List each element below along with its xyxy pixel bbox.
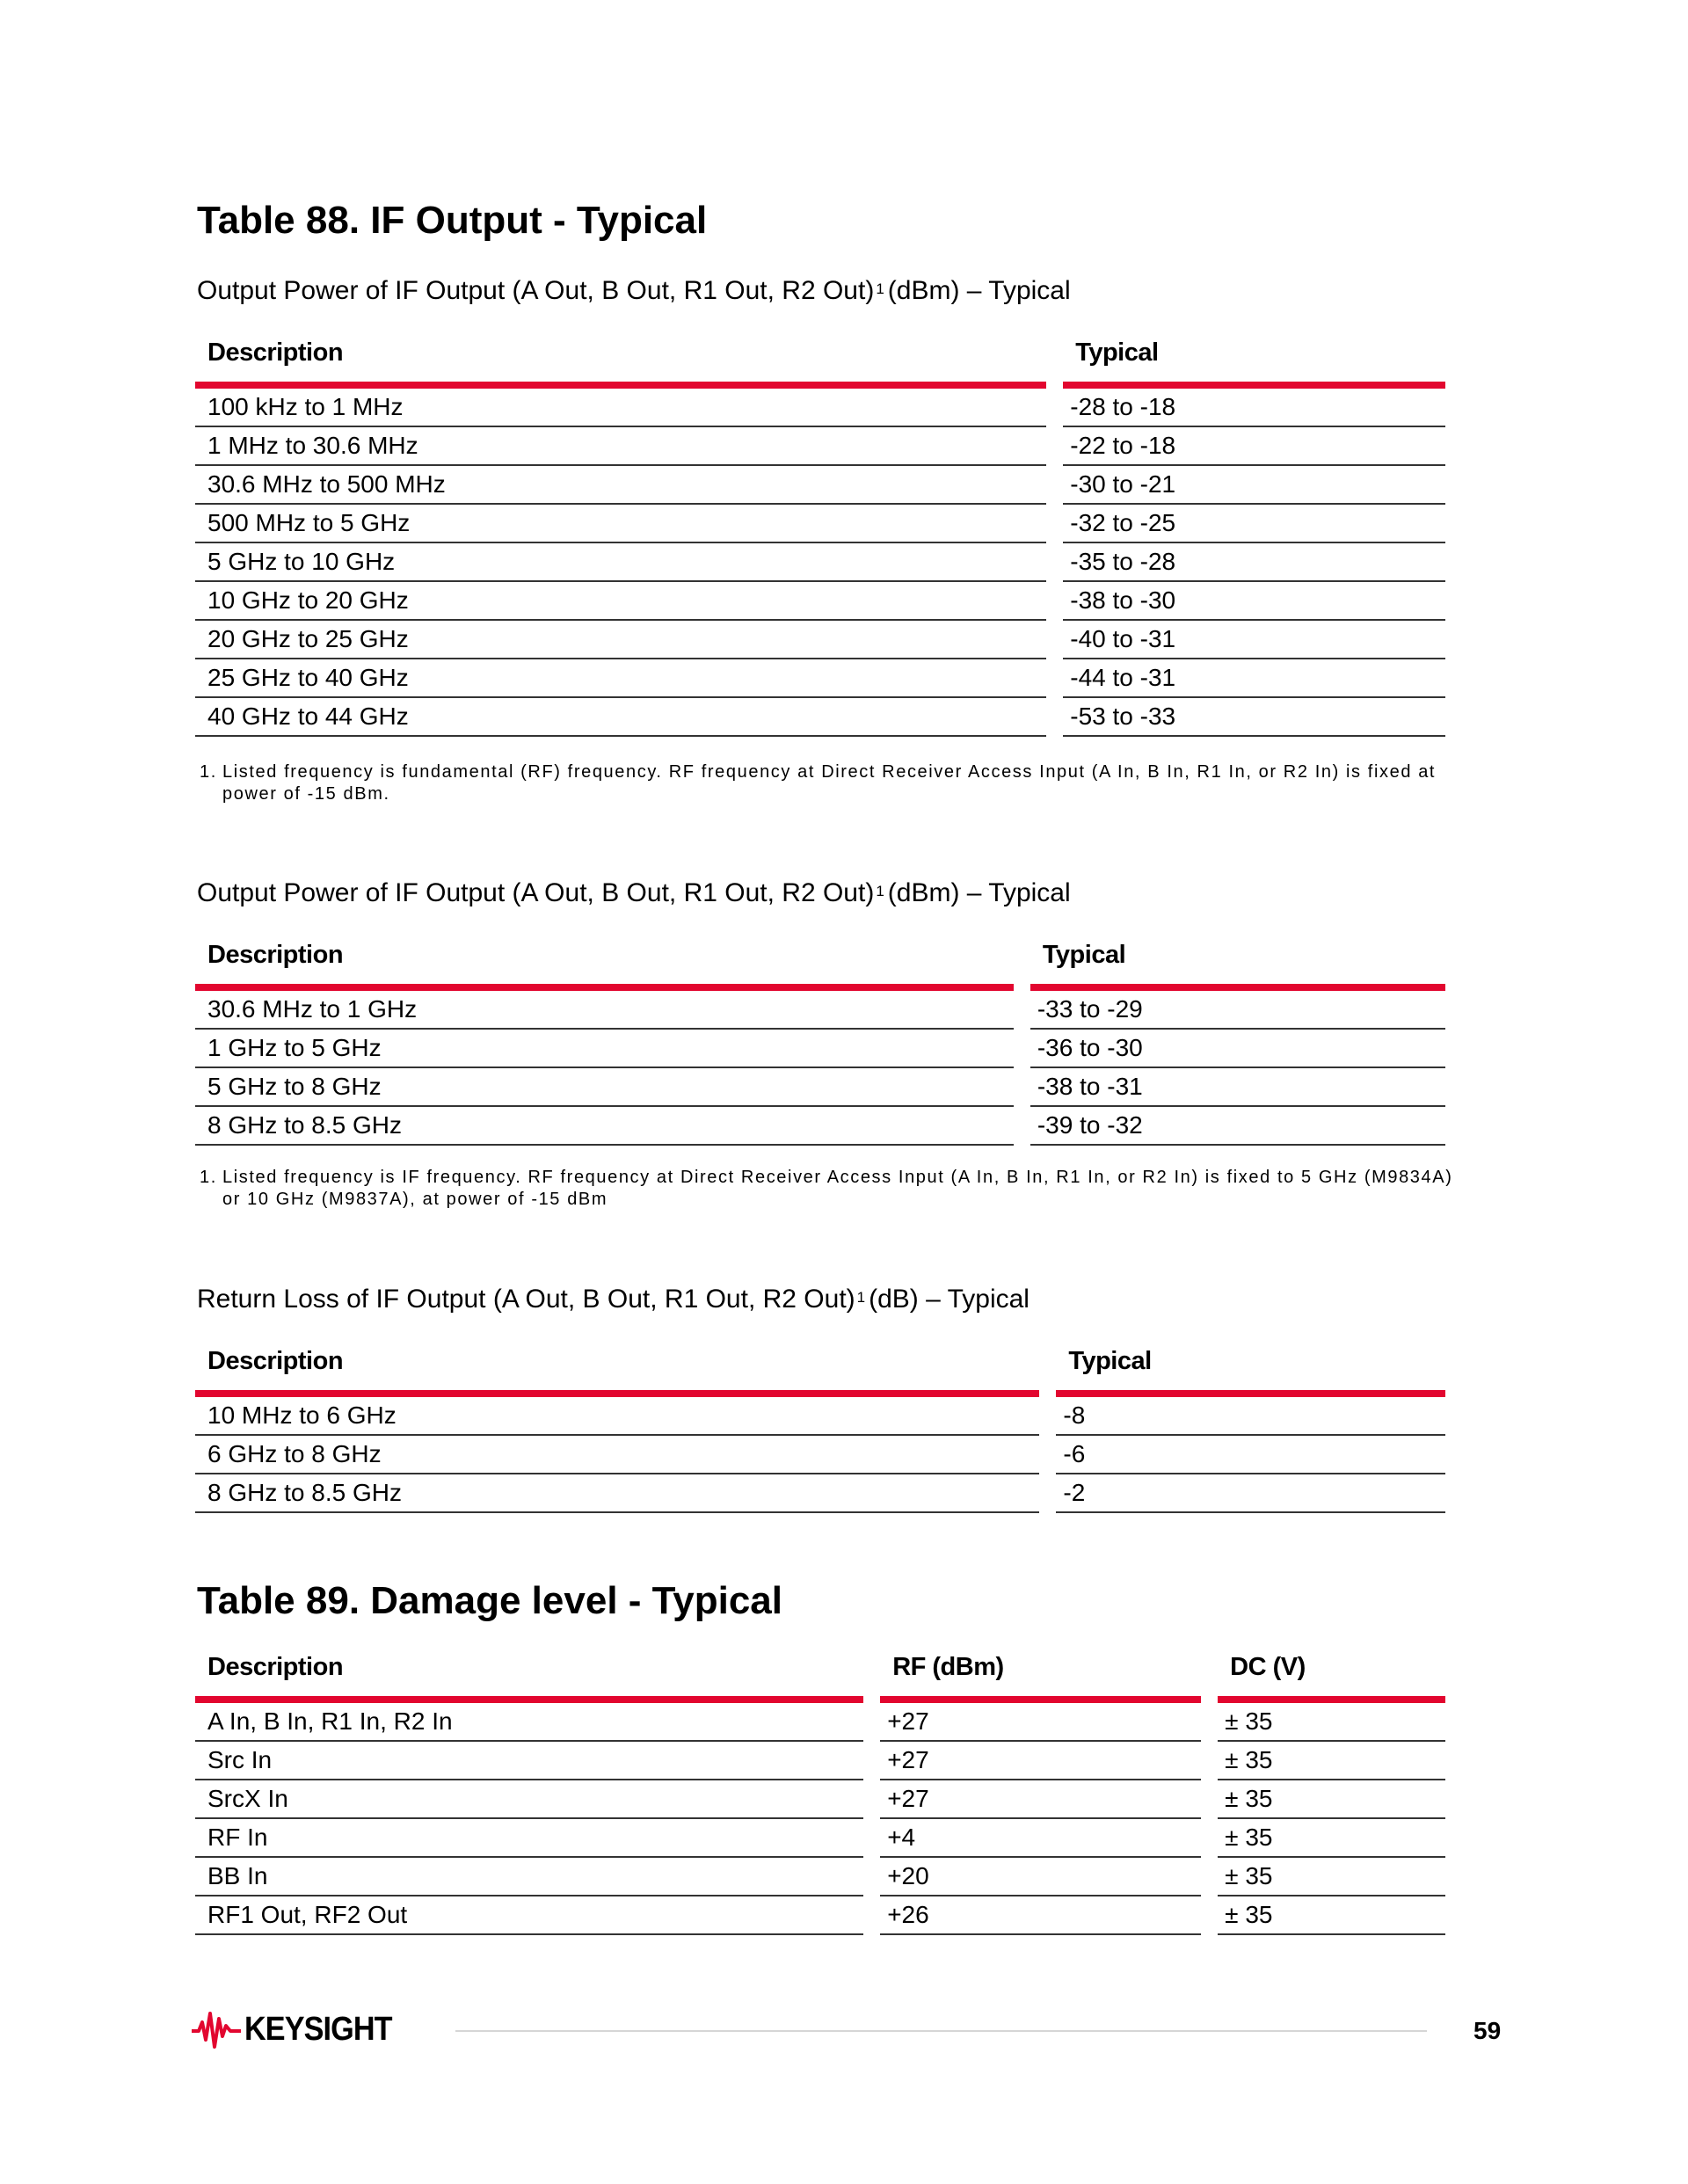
value-cell: -8 <box>1056 1397 1445 1436</box>
description-cell: RF In <box>195 1819 863 1858</box>
value-cell: +27 <box>880 1703 1201 1742</box>
column-header: Description <box>195 1347 1039 1397</box>
column-header: RF (dBm) <box>880 1653 1201 1703</box>
table-row <box>195 1819 1445 1858</box>
table-row <box>195 505 1445 543</box>
footnote-text: Listed frequency is fundamental (RF) frequency. RF frequency at Direct Receiver Access Input (A In, B In, R1 In, or R2 In) is fixed at power of -15 dBm. <box>222 762 1437 804</box>
description-cell: 10 MHz to 6 GHz <box>195 1397 1039 1436</box>
page-number: 59 <box>1473 2017 1502 2044</box>
footnote-number: 1. <box>200 1168 217 1187</box>
value-cell: -40 to -31 <box>1063 621 1445 659</box>
table-row <box>195 389 1445 427</box>
value-cell: -38 to -31 <box>1030 1068 1445 1107</box>
table-row <box>195 621 1445 659</box>
value-cell: -35 to -28 <box>1063 543 1445 582</box>
value-cell: ± 35 <box>1218 1703 1445 1742</box>
subtitle-unit: (dBm) – Typical <box>887 276 1071 305</box>
subtitle-text: Output Power of IF Output (A Out, B Out, R1 Out, R2 Out) <box>197 878 875 907</box>
table-row <box>195 543 1445 582</box>
description-cell: 1 GHz to 5 GHz <box>195 1030 1014 1068</box>
value-cell: -36 to -30 <box>1030 1030 1445 1068</box>
value-cell: +27 <box>880 1742 1201 1780</box>
column-header: Description <box>195 941 1014 991</box>
value-cell: -28 to -18 <box>1063 389 1445 427</box>
value-cell: -22 to -18 <box>1063 427 1445 466</box>
header-row <box>195 339 1445 389</box>
description-cell: 1 MHz to 30.6 MHz <box>195 427 1046 466</box>
header-row <box>195 1347 1445 1397</box>
table-row <box>195 698 1445 737</box>
description-cell: BB In <box>195 1858 863 1896</box>
table-row <box>195 1436 1445 1474</box>
description-cell: 30.6 MHz to 1 GHz <box>195 991 1014 1030</box>
keysight-wave-icon <box>192 2010 241 2049</box>
value-cell: -32 to -25 <box>1063 505 1445 543</box>
column-header: Description <box>195 339 1046 389</box>
value-cell: +26 <box>880 1896 1201 1935</box>
column-header: DC (V) <box>1218 1653 1445 1703</box>
section-2-subtitle <box>197 877 1071 909</box>
column-header: Typical <box>1056 1347 1445 1397</box>
subtitle-unit: (dBm) – Typical <box>887 878 1071 907</box>
table-row <box>195 582 1445 621</box>
table-row <box>195 1703 1445 1742</box>
return-loss-table <box>178 1347 1462 1513</box>
table-row <box>195 1107 1445 1146</box>
subtitle-text: Output Power of IF Output (A Out, B Out, R1 Out, R2 Out) <box>197 276 875 305</box>
value-cell: ± 35 <box>1218 1819 1445 1858</box>
footnote-ref: 1 <box>856 1289 866 1306</box>
footnote-text: Listed frequency is IF frequency. RF frequency at Direct Receiver Access Input (A In, B In, R1 In, or R2 In) is fixed to 5 GHz (M9834A) or 10 GHz (M9837A), at power of -15 dBm <box>222 1168 1453 1209</box>
description-cell: 8 GHz to 8.5 GHz <box>195 1107 1014 1146</box>
value-cell: ± 35 <box>1218 1896 1445 1935</box>
logo-text: KEYSIGHT <box>244 2010 392 2048</box>
value-cell: -2 <box>1056 1474 1445 1513</box>
subtitle-unit: (dB) – Typical <box>869 1285 1030 1314</box>
value-cell: ± 35 <box>1218 1858 1445 1896</box>
description-cell: 100 kHz to 1 MHz <box>195 389 1046 427</box>
if-output-power-table-2 <box>178 941 1462 1146</box>
value-cell: -44 to -31 <box>1063 659 1445 698</box>
table-row <box>195 991 1445 1030</box>
value-cell: -38 to -30 <box>1063 582 1445 621</box>
section-1-subtitle <box>197 275 1071 307</box>
table-88-title: Table 88. IF Output - Typical <box>197 199 708 242</box>
section-3-subtitle <box>197 1284 1030 1315</box>
description-cell: 10 GHz to 20 GHz <box>195 582 1046 621</box>
value-cell: -30 to -21 <box>1063 466 1445 505</box>
table-row <box>195 1474 1445 1513</box>
description-cell: 5 GHz to 8 GHz <box>195 1068 1014 1107</box>
header-row <box>195 941 1445 991</box>
value-cell: -39 to -32 <box>1030 1107 1445 1146</box>
table-row <box>195 1780 1445 1819</box>
table-89-title: Table 89. Damage level - Typical <box>197 1579 782 1622</box>
subtitle-text: Return Loss of IF Output (A Out, B Out, R1 Out, R2 Out) <box>197 1285 855 1314</box>
if-output-power-table-1 <box>178 339 1462 737</box>
description-cell: A In, B In, R1 In, R2 In <box>195 1703 863 1742</box>
description-cell: SrcX In <box>195 1780 863 1819</box>
value-cell: -53 to -33 <box>1063 698 1445 737</box>
description-cell: 25 GHz to 40 GHz <box>195 659 1046 698</box>
description-cell: 5 GHz to 10 GHz <box>195 543 1046 582</box>
footnote-number: 1. <box>200 762 217 782</box>
footer-divider <box>455 2030 1427 2032</box>
value-cell: ± 35 <box>1218 1780 1445 1819</box>
table-row <box>195 466 1445 505</box>
description-cell: 6 GHz to 8 GHz <box>195 1436 1039 1474</box>
description-cell: 30.6 MHz to 500 MHz <box>195 466 1046 505</box>
value-cell: -6 <box>1056 1436 1445 1474</box>
description-cell: 500 MHz to 5 GHz <box>195 505 1046 543</box>
description-cell: Src In <box>195 1742 863 1780</box>
table-row <box>195 1858 1445 1896</box>
table-row <box>195 1896 1445 1935</box>
footnote-2 <box>200 1167 1466 1211</box>
description-cell: 40 GHz to 44 GHz <box>195 698 1046 737</box>
table-row <box>195 427 1445 466</box>
table-row <box>195 659 1445 698</box>
table-row <box>195 1068 1445 1107</box>
column-header: Description <box>195 1653 863 1703</box>
description-cell: 20 GHz to 25 GHz <box>195 621 1046 659</box>
value-cell: +20 <box>880 1858 1201 1896</box>
table-row <box>195 1742 1445 1780</box>
description-cell: 8 GHz to 8.5 GHz <box>195 1474 1039 1513</box>
value-cell: ± 35 <box>1218 1742 1445 1780</box>
keysight-logo <box>192 2010 408 2049</box>
value-cell: +4 <box>880 1819 1201 1858</box>
table-row <box>195 1397 1445 1436</box>
footnote-ref: 1 <box>876 883 884 899</box>
value-cell: -33 to -29 <box>1030 991 1445 1030</box>
value-cell: +27 <box>880 1780 1201 1819</box>
column-header: Typical <box>1030 941 1445 991</box>
column-header: Typical <box>1063 339 1445 389</box>
header-row <box>195 1653 1445 1703</box>
description-cell: RF1 Out, RF2 Out <box>195 1896 863 1935</box>
footnote-1 <box>200 761 1466 805</box>
table-row <box>195 1030 1445 1068</box>
footnote-ref: 1 <box>876 280 884 297</box>
damage-level-table <box>178 1653 1462 1935</box>
